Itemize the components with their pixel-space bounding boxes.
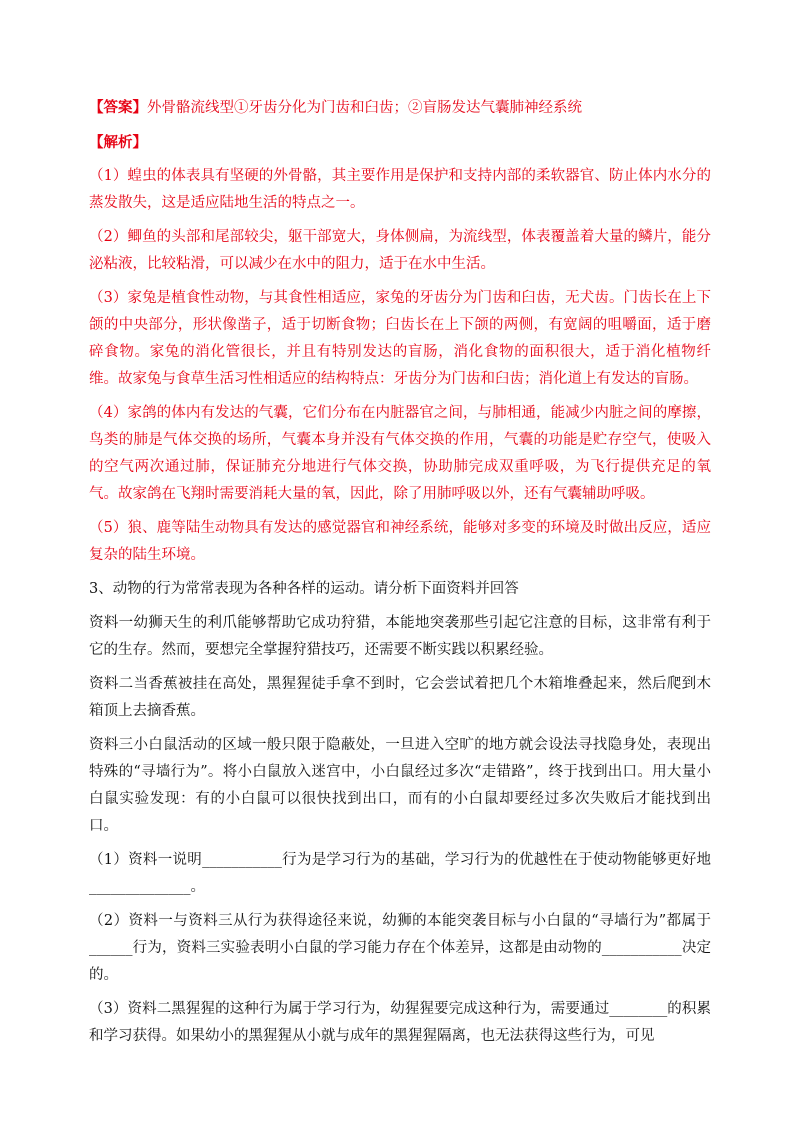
sub-question-1: （1）资料一说明___________行为是学习行为的基础，学习行为的优越性在于使动物能够更好地______________。 <box>89 852 711 895</box>
material-2: 资料二当香蕉被挂在高处，黑猩猩徒手拿不到时，它会尝试着把几个木箱堆叠起来，然后爬到木箱顶上去摘香蕉。 <box>89 676 711 719</box>
sub-question-2: （2）资料一与资料三从行为获得途径来说，幼狮的本能突袭目标与小白鼠的“寻墙行为”都属于______行为，资料三实验表明小白鼠的学习能力存在个体差异，这都是由动物的___________决定的。 <box>89 913 711 983</box>
answer-label: 【答案】 <box>89 99 147 116</box>
question-stem: 3、动物的行为常常表现为各种各样的运动。请分析下面资料并回答 <box>89 581 519 597</box>
analysis-item-3: （3）家兔是植食性动物，与其食性相适应，家兔的牙齿分为门齿和臼齿，无犬齿。门齿长在上下颌的中央部分，形状像凿子，适于切断食物；臼齿长在上下颌的两侧，有宽阔的咀嚼面，适于磨碎食物。家兔的消化管很长，并且有特别发达的盲肠，消化食物的面积很大，适于消化植物纤维。故家兔与食草生活习性相适应的结构特点：牙齿分为门齿和臼齿；消化道上有发达的盲肠。 <box>89 290 711 387</box>
analysis-label: 【解析】 <box>89 134 147 151</box>
material-1: 资料一幼狮天生的利爪能够帮助它成功狩猎，本能地突袭那些引起它注意的目标，这非常有利于它的生存。然而，要想完全掌握狩猎技巧，还需要不断实践以积累经验。 <box>89 615 711 658</box>
analysis-item-2: （2）鲫鱼的头部和尾部较尖，躯干部宽大，身体侧扁，为流线型，体表覆盖着大量的鳞片，能分泌粘液，比较粘滑，可以减少在水中的阻力，适于在水中生活。 <box>89 229 711 272</box>
analysis-item-5: （5）狼、鹿等陆生动物具有发达的感觉器官和神经系统，能够对多变的环境及时做出反应，适应复杂的陆生环境。 <box>89 520 711 563</box>
sub-question-3: （3）资料二黑猩猩的这种行为属于学习行为，幼猩猩要完成这种行为，需要通过________的积累和学习获得。如果幼小的黑猩猩从小就与成年的黑猩猩隔离，也无法获得这些行为，可见 <box>89 1001 711 1044</box>
answer-text: 外骨骼流线型①牙齿分化为门齿和臼齿；②盲肠发达气囊肺神经系统 <box>147 100 582 116</box>
page-content <box>89 94 711 1057</box>
analysis-item-1: （1）蝗虫的体表具有坚硬的外骨骼，其主要作用是保护和支持内部的柔软器官、防止体内水分的蒸发散失，这是适应陆地生活的特点之一。 <box>89 168 711 211</box>
analysis-item-4: （4）家鸽的体内有发达的气囊，它们分布在内脏器官之间，与肺相通，能减少内脏之间的摩擦，鸟类的肺是气体交换的场所，气囊本身并没有气体交换的作用，气囊的功能是贮存空气，使吸入的空气两次通过肺，保证肺充分地进行气体交换，协助肺完成双重呼吸，为飞行提供充足的氧气。故家鸽在飞翔时需要消耗大量的氧，因此，除了用肺呼吸以外，还有气囊辅助呼吸。 <box>89 405 711 502</box>
answer-line <box>89 94 711 122</box>
material-3: 资料三小白鼠活动的区域一般只限于隐蔽处，一旦进入空旷的地方就会设法寻找隐身处，表现出特殊的“寻墙行为”。将小白鼠放入迷宫中，小白鼠经过多次“走错路”，终于找到出口。用大量小白鼠实验发现：有的小白鼠可以很快找到出口，而有的小白鼠却要经过多次失败后才能找到出口。 <box>89 737 711 834</box>
